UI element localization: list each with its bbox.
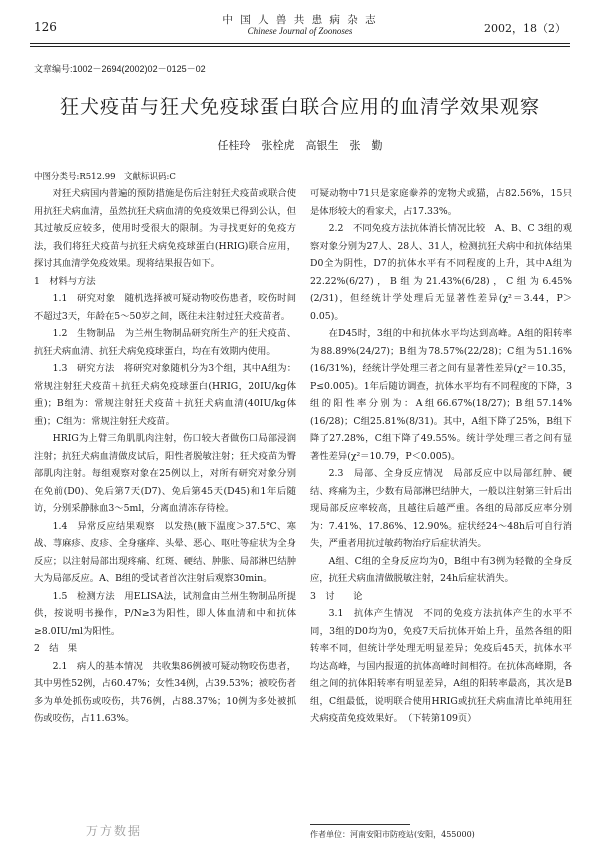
body-column-left bbox=[34, 185, 296, 728]
article-title: 狂犬疫苗与狂犬免疫球蛋白联合应用的血清学效果观察 bbox=[59, 96, 540, 118]
paragraph: 1.5 检测方法 用ELISA法，试剂盒由兰州生物制品所提供，按说明书操作，P/N≥3为阳性，即人体血清和中和抗体≥8.0IU/ml为阳性。 bbox=[34, 590, 296, 637]
article-number: 文章编号:1002－2694(2002)02－0125－02 bbox=[34, 64, 206, 74]
classification-codes: 中图分类号:R512.99 文献标识码:C bbox=[34, 172, 176, 182]
authors: 任桂玲 张栓虎 高银生 张 勤 bbox=[217, 139, 383, 152]
paragraph: 可疑动物中71只是家庭豢养的宠物犬或猫，占82.56%，15只是体形较大的看家犬，占17.33%。 bbox=[310, 188, 572, 217]
paragraph: 2.2 不同免疫方法抗体消长情况比较 A、B、C 3组的观察对象分别为27人、28人、31人，检测抗狂犬病中和抗体结果D0全为阴性，D7的抗体水平有不同程度的上升，其中A组为22.22%(6/27)，B组为21.43%(6/28)，C组为6.45%(2/31)，但经统计学处理后无显著性差异(χ²＝3.44，P＞0.05)。 bbox=[310, 223, 572, 322]
paragraph: 1.4 异常反应结果观察 以发热(腋下温度＞37.5℃、寒战、荨麻疹、皮疹、全身瘙痒、头晕、恶心、呕吐等症状为全身反应；以注射局部出现疼痛、红斑、硬结、肿胀、局部淋巴结肿大为局部反应。A、B组的受试者首次注射后观察30min。 bbox=[34, 520, 296, 584]
journal-title-en: Chinese Journal of Zoonoses bbox=[247, 26, 353, 36]
page-number: 126 bbox=[34, 20, 57, 34]
body-column-right bbox=[310, 185, 572, 728]
section-heading: 1 材料与方法 bbox=[34, 275, 96, 287]
paragraph: A组、C组的全身反应均为0，B组中有3例为轻微的全身反应，抗狂犬病血清做脱敏注射，24h后症状消失。 bbox=[310, 555, 572, 584]
section-heading: 2 结 果 bbox=[34, 643, 78, 654]
header-rule-thin bbox=[30, 46, 570, 47]
watermark: 万方数据 bbox=[86, 824, 143, 838]
paragraph: 3.1 抗体产生情况 不同的免疫方法抗体产生的水平不同，3组的D0均为0，免疫7天后抗体开始上升，虽然各组的阳转率不同，但统计学处理无明显差异；免疫后45天，抗体水平均达高峰，与国内报道的抗体高峰时间相符。在抗体高峰期，各组之间的抗体阳转率有明显差异，A组的阳转率最高，其次是B组，C组最低，说明联合使用HRIG或抗狂犬病血清比单纯用狂犬病疫苗免疫效果好。 （下转第109页） bbox=[310, 608, 572, 724]
paragraph: 2.3 局部、全身反应情况 局部反应中以局部红肿、硬结、疼痛为主，少数有局部淋巴结肿大，一般以注射第三针后出现局部反应率较高，且越往后越严重。各组的局部反应率分别为：7.41%、17.86%、12.90%。症状经24～48h后可自行消失，严重者用抗过敏药物治疗后症状消失。 bbox=[310, 468, 572, 549]
paragraph: 1.1 研究对象 随机选择被可疑动物咬伤患者，咬伤时间不超过3天，年龄在5～50岁之间，既往未注射过狂犬疫苗者。 bbox=[34, 293, 296, 322]
journal-title-cn: 中 国 人 兽 共 患 病 杂 志 bbox=[222, 14, 378, 26]
author-affiliation-footnote: 作者单位：河南安阳市防疫站(安阳，455000) bbox=[310, 830, 475, 839]
paragraph: 在D45时，3组的中和抗体水平均达到高峰。A组的阳转率为88.89%(24/27)；B组为78.57%(22/28)；C组为51.16%(16/31%)，经统计学处理三者之间有显著性差异(χ²＝10.35，P≤0.005)。1年后随访调查，抗体水平均有不同程度的下降，3组的阳性率分别为：A组66.67%(18/27)；B组57.14%(16/28)；C组25.81%(8/31)。其中，A组下降了25%，B组下降了27.28%，C组下降了49.55%。统计学处理三者之间有显著性差异(χ²＝10.79，P＜0.005)。 bbox=[310, 328, 572, 462]
paragraph: 2.1 病人的基本情况 共收集86例被可疑动物咬伤患者，其中男性52例，占60.47%；女性34例，占39.53%；被咬伤者多为单处抓伤或咬伤，共76例，占88.37%；10例为多处被抓伤或咬伤，占11.63%。 bbox=[34, 660, 296, 724]
paragraph: 对狂犬病国内普遍的预防措施是伤后注射狂犬疫苗或联合使用抗狂犬病血清，虽然抗狂犬病血清的免疫效果已得到公认，但其过敏反应较多，使用时受很大的限制。为寻找更好的免疫方法，我们将狂犬疫苗与抗狂犬病免疫球蛋白(HRIG)联合应用，探讨其血清学免疫效果。现将结果报告如下。 bbox=[34, 188, 296, 269]
footnote-rule bbox=[310, 824, 410, 825]
issue-info: 2002，18（2） bbox=[484, 22, 566, 35]
header-rule-thick bbox=[30, 43, 570, 44]
paragraph: 1.2 生物制品 为兰州生物制品研究所生产的狂犬疫苗、抗狂犬病血清、抗狂犬病免疫球蛋白，均在有效期内使用。 bbox=[34, 328, 296, 357]
paragraph: 1.3 研究方法 将研究对象随机分为3个组，其中A组为：常规注射狂犬疫苗＋抗狂犬病免疫球蛋白(HRIG，20IU/kg体重)；B组为：常规注射狂犬疫苗＋抗狂犬病血清(40IU/kg体重)；C组为：常规注射狂犬疫苗。 bbox=[34, 363, 296, 427]
paragraph: HRIG为上臂三角肌肌肉注射，伤口较大者做伤口局部浸润注射；抗狂犬病血清做皮试后，阳性者脱敏注射；狂犬疫苗为臀部肌肉注射。每组观察对象在25例以上，对所有研究对象分别在免前(D0)、免后第7天(D7)、免后第45天(D45)和1年后随访，分别采静脉血3～5ml，分离血清冻存待检。 bbox=[34, 433, 296, 514]
section-heading: 3 讨 论 bbox=[310, 590, 363, 602]
